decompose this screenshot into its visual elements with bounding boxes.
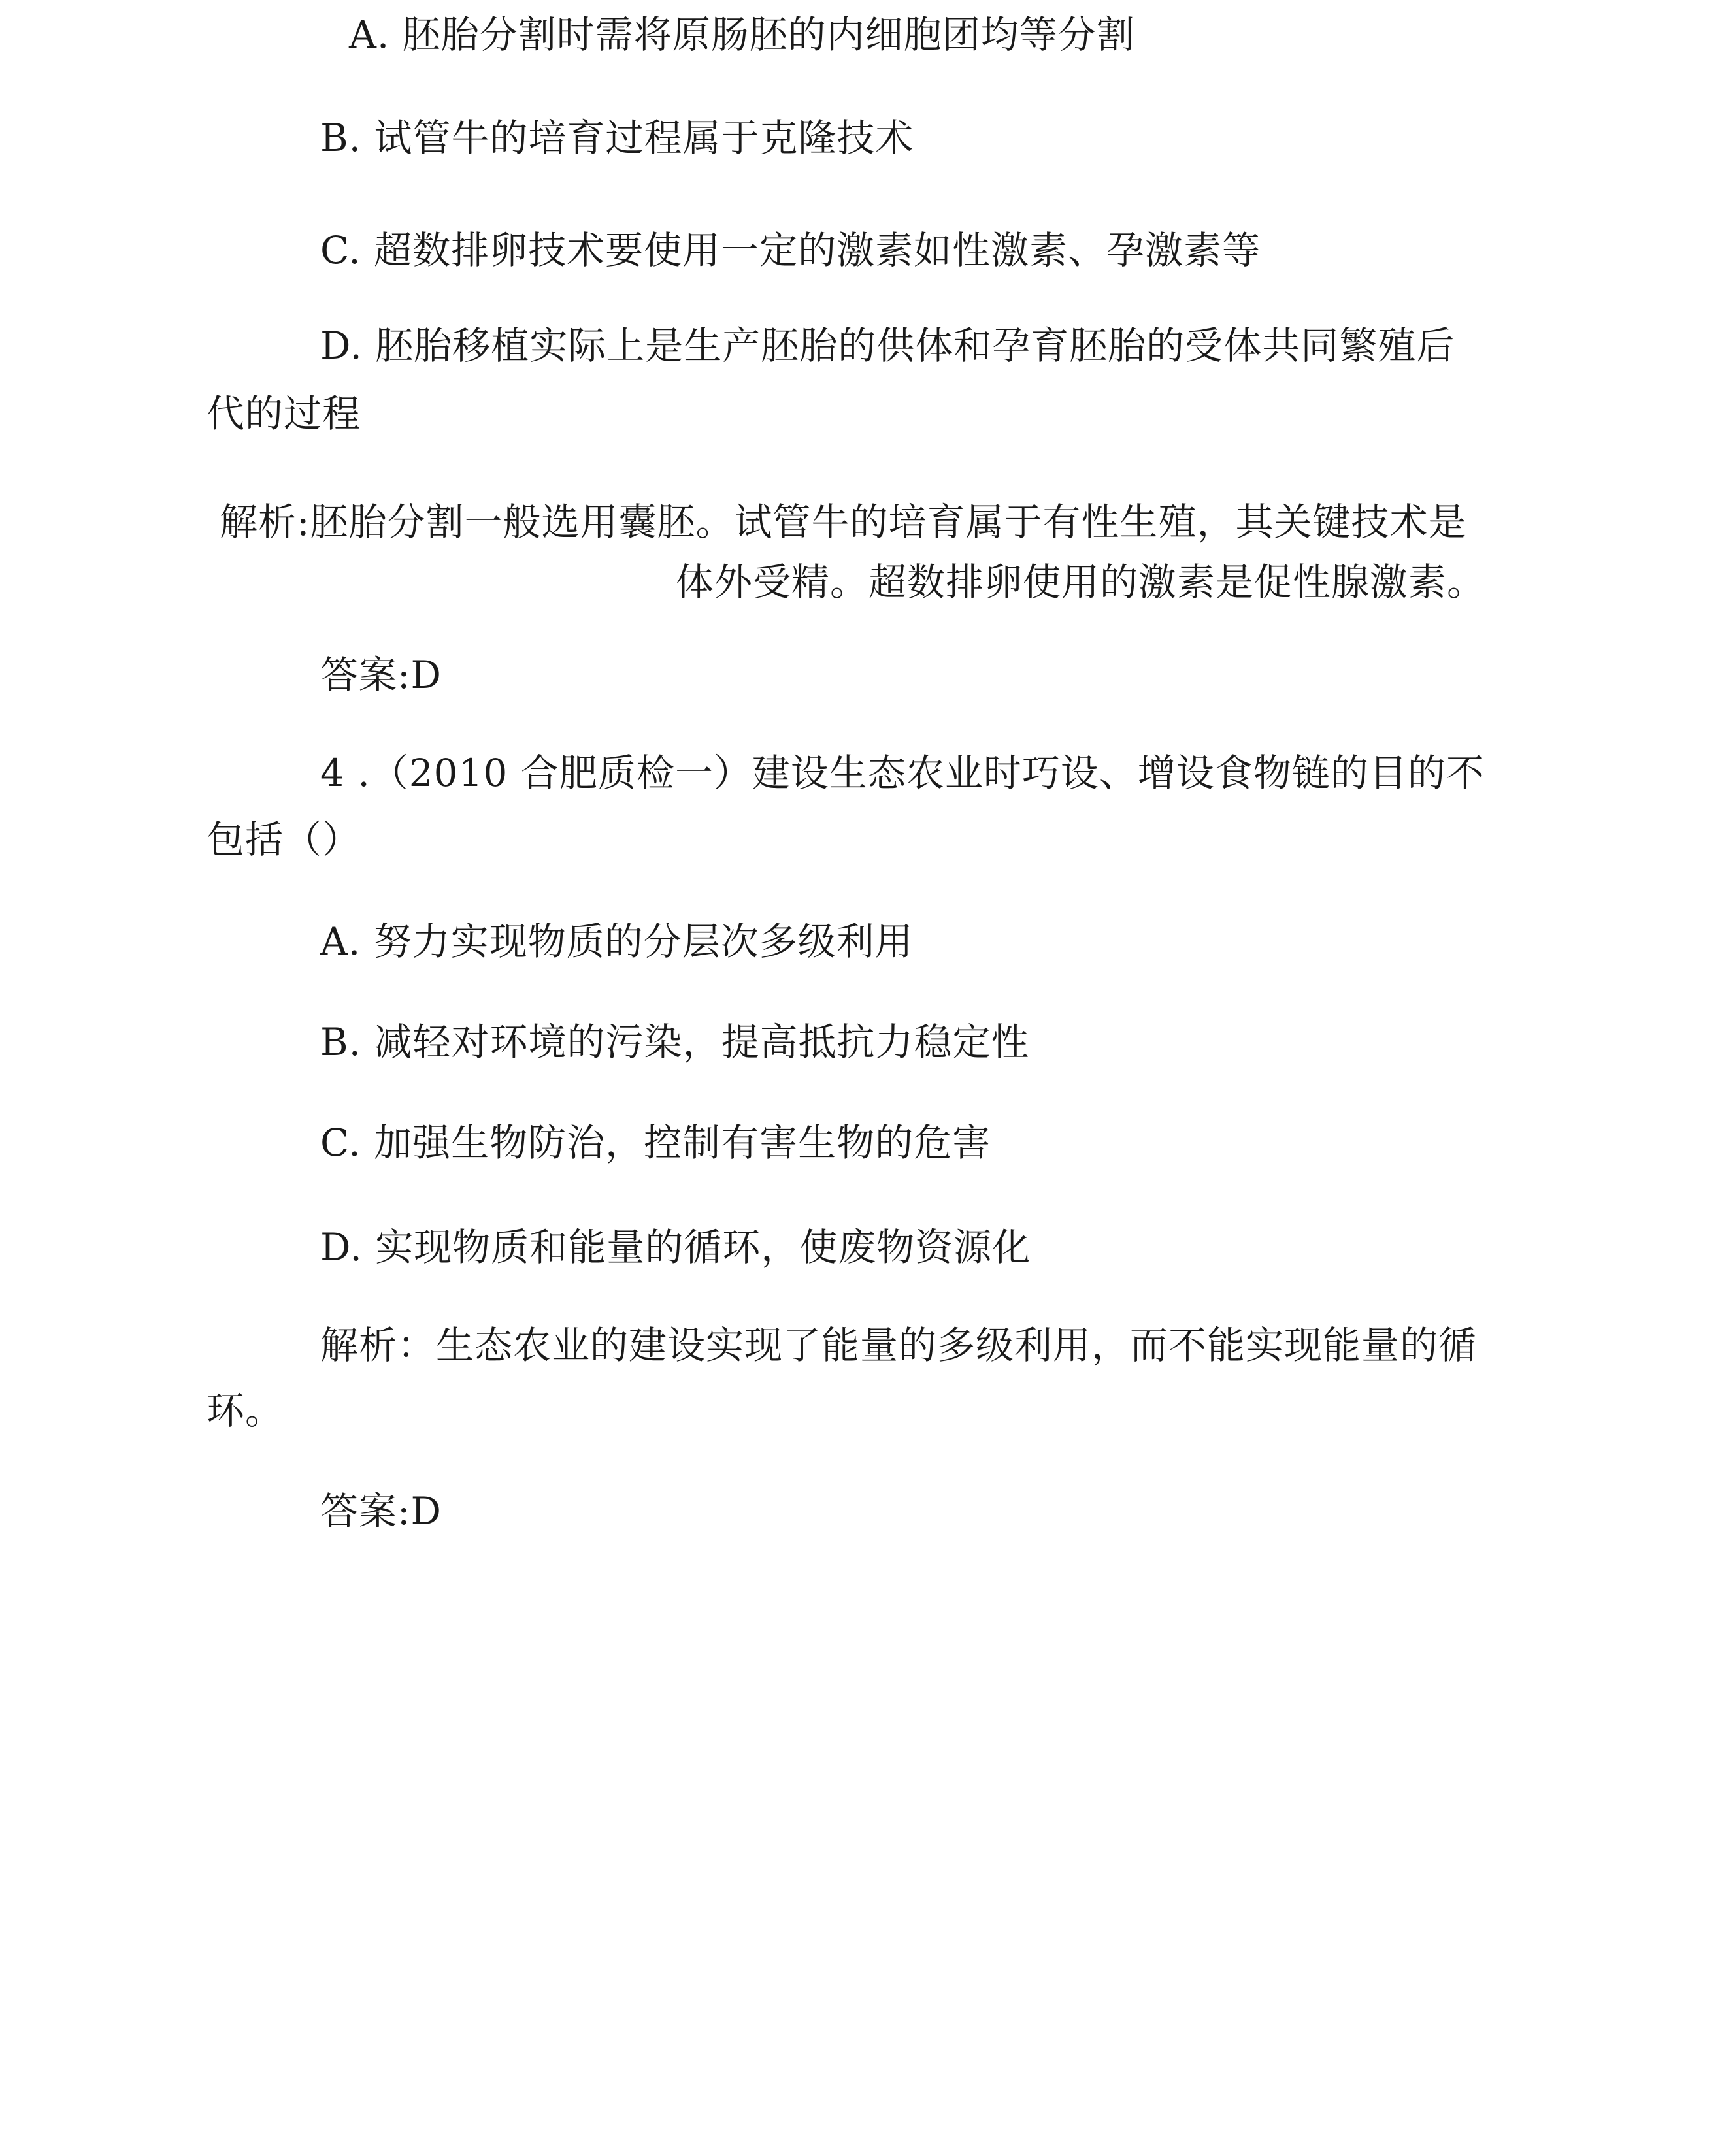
q3-analysis-line2: 体外受精。超数排卵使用的激素是促性腺激素。 xyxy=(676,560,1486,604)
q4-analysis-line1: 解析：生态农业的建设实现了能量的多级利用，而不能实现能量的循 xyxy=(320,1323,1478,1367)
q3-option-d-line2: 代的过程 xyxy=(207,391,361,436)
q4-option-d: D. 实现物质和能量的循环，使废物资源化 xyxy=(320,1225,1031,1269)
q4-stem-line1: 4 .（2010 合肥质检一）建设生态农业时巧设、增设食物链的目的不 xyxy=(320,751,1485,795)
q3-option-b: B. 试管牛的培育过程属于克隆技术 xyxy=(320,116,914,160)
q4-stem-line2: 包括（） xyxy=(207,817,361,862)
q4-option-b: B. 减轻对环境的污染，提高抵抗力稳定性 xyxy=(320,1020,1030,1064)
q4-option-c: C. 加强生物防治，控制有害生物的危害 xyxy=(320,1120,991,1165)
q4-answer: 答案:D xyxy=(320,1489,442,1533)
q3-answer: 答案:D xyxy=(320,653,442,697)
q4-option-a: A. 努力实现物质的分层次多级利用 xyxy=(320,919,914,964)
q3-analysis-line1: 解析:胚胎分割一般选用囊胚。试管牛的培育属于有性生殖，其关键技术是 xyxy=(220,500,1467,544)
q4-analysis-line2: 环。 xyxy=(207,1388,284,1433)
q3-option-d-line1: D. 胚胎移植实际上是生产胚胎的供体和孕育胚胎的受体共同繁殖后 xyxy=(320,323,1455,368)
q3-option-a: A. 胚胎分割时需将原肠胚的内细胞团均等分割 xyxy=(349,12,1135,57)
q3-option-c: C. 超数排卵技术要使用一定的激素如性激素、孕激素等 xyxy=(320,228,1261,272)
